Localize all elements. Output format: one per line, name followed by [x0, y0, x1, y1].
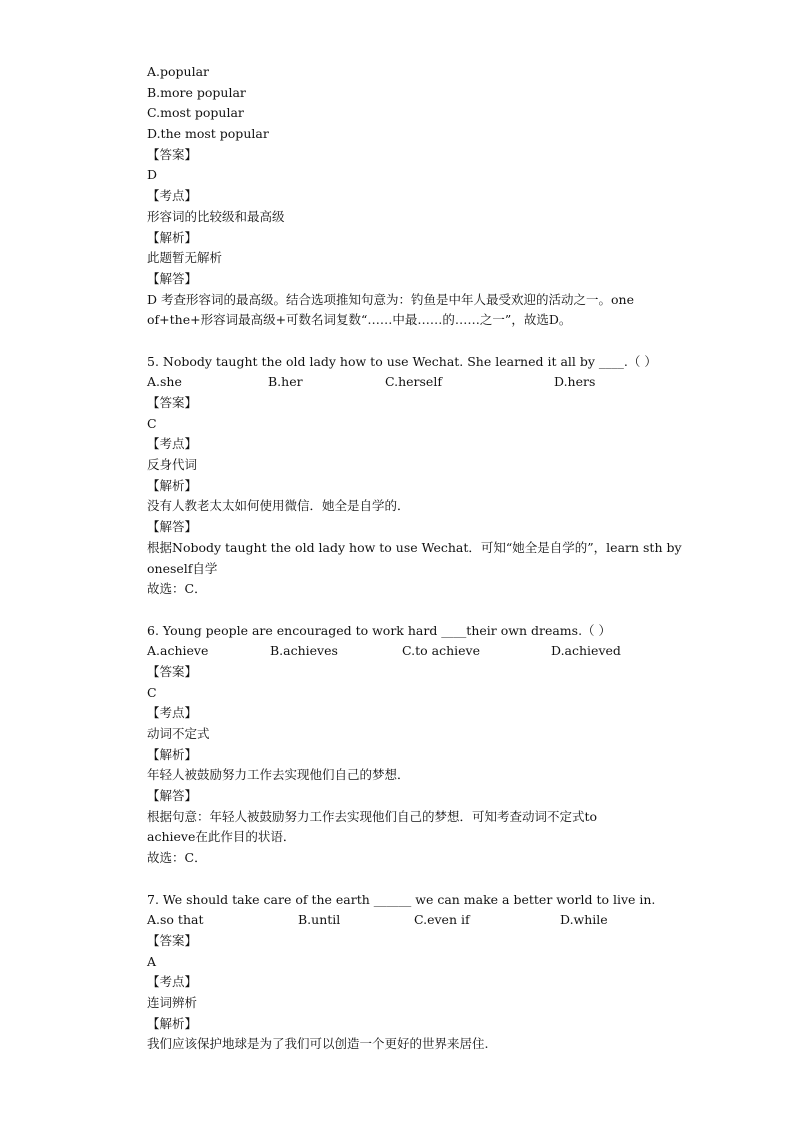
option-a: A.achieve [147, 643, 209, 659]
solution-line: 根据句意：年轻人被鼓励努力工作去实现他们自己的梦想．可知考查动词不定式to [147, 808, 598, 824]
answer-value: C [147, 684, 157, 700]
point-value: 反身代词 [147, 457, 198, 473]
option-d: D.achieved [551, 643, 621, 659]
point-label: 【考点】 [147, 188, 198, 204]
option-d: D.hers [554, 374, 596, 390]
analysis-label: 【解析】 [147, 477, 198, 493]
option-b: B.achieves [270, 643, 338, 659]
analysis-value: 此题暂无解析 [147, 250, 223, 266]
spacer [147, 600, 687, 621]
question-stem: 5. Nobody taught the old lady how to use Wechat. She learned it all by ____.（ ） [147, 353, 657, 369]
option-b: B.her [268, 374, 303, 390]
point-value: 形容词的比较级和最高级 [147, 208, 285, 224]
solution-label: 【解答】 [147, 788, 198, 804]
answer-value: C [147, 415, 157, 431]
solution-label: 【解答】 [147, 270, 198, 286]
analysis-label: 【解析】 [147, 1015, 198, 1031]
options-row [147, 910, 687, 931]
answer-value: A [147, 953, 157, 969]
question-stem: 6. Young people are encouraged to work hard ____their own dreams.（ ） [147, 622, 612, 638]
answer-label: 【答案】 [147, 932, 198, 948]
option-a: A.she [147, 374, 182, 390]
option-c: C.even if [414, 912, 470, 928]
answer-label: 【答案】 [147, 146, 198, 162]
solution-line: 故选：C． [147, 581, 207, 597]
spacer [147, 331, 687, 352]
option-c: C.most popular [147, 105, 244, 121]
solution-line: oneself自学 [147, 560, 218, 576]
document-page [147, 62, 687, 1055]
answer-label: 【答案】 [147, 663, 198, 679]
solution-line: achieve在此作目的状语． [147, 829, 296, 845]
point-label: 【考点】 [147, 705, 198, 721]
option-c: C.herself [385, 374, 442, 390]
spacer [147, 869, 687, 890]
options-row [147, 372, 687, 393]
solution-line: 故选：C． [147, 850, 207, 866]
point-label: 【考点】 [147, 974, 198, 990]
point-label: 【考点】 [147, 436, 198, 452]
answer-label: 【答案】 [147, 395, 198, 410]
option-b: B.until [298, 912, 341, 928]
point-value: 动词不定式 [147, 726, 210, 741]
analysis-label: 【解析】 [147, 229, 198, 245]
analysis-value: 我们应该保护地球是为了我们可以创造一个更好的世界来居住. [147, 1036, 489, 1052]
option-b: B.more popular [147, 84, 246, 100]
option-a: A.popular [147, 64, 210, 79]
solution-label: 【解答】 [147, 519, 198, 535]
solution-line: 根据Nobody taught the old lady how to use Wechat．可知“她全是自学的”，learn sth by [147, 539, 682, 555]
analysis-value: 没有人教老太太如何使用微信．她全是自学的． [147, 498, 410, 514]
option-d: D.the most popular [147, 126, 269, 142]
question-stem: 7. We should take care of the earth ______ we can make a better world to live in. [147, 891, 656, 907]
solution-line: of+the+形容词最高级+可数名词复数“……中最……的……之一”，故选D。 [147, 312, 572, 328]
solution-line: D 考查形容词的最高级。结合选项推知句意为：钓鱼是中年人最受欢迎的活动之一。one [147, 291, 634, 307]
analysis-label: 【解析】 [147, 746, 198, 762]
option-d: D.while [560, 912, 608, 928]
option-a: A.so that [147, 912, 204, 928]
analysis-value: 年轻人被鼓励努力工作去实现他们自己的梦想． [147, 767, 410, 783]
option-c: C.to achieve [402, 643, 480, 659]
point-value: 连词辨析 [147, 994, 198, 1010]
answer-value: D [147, 167, 158, 183]
options-row [147, 641, 687, 662]
